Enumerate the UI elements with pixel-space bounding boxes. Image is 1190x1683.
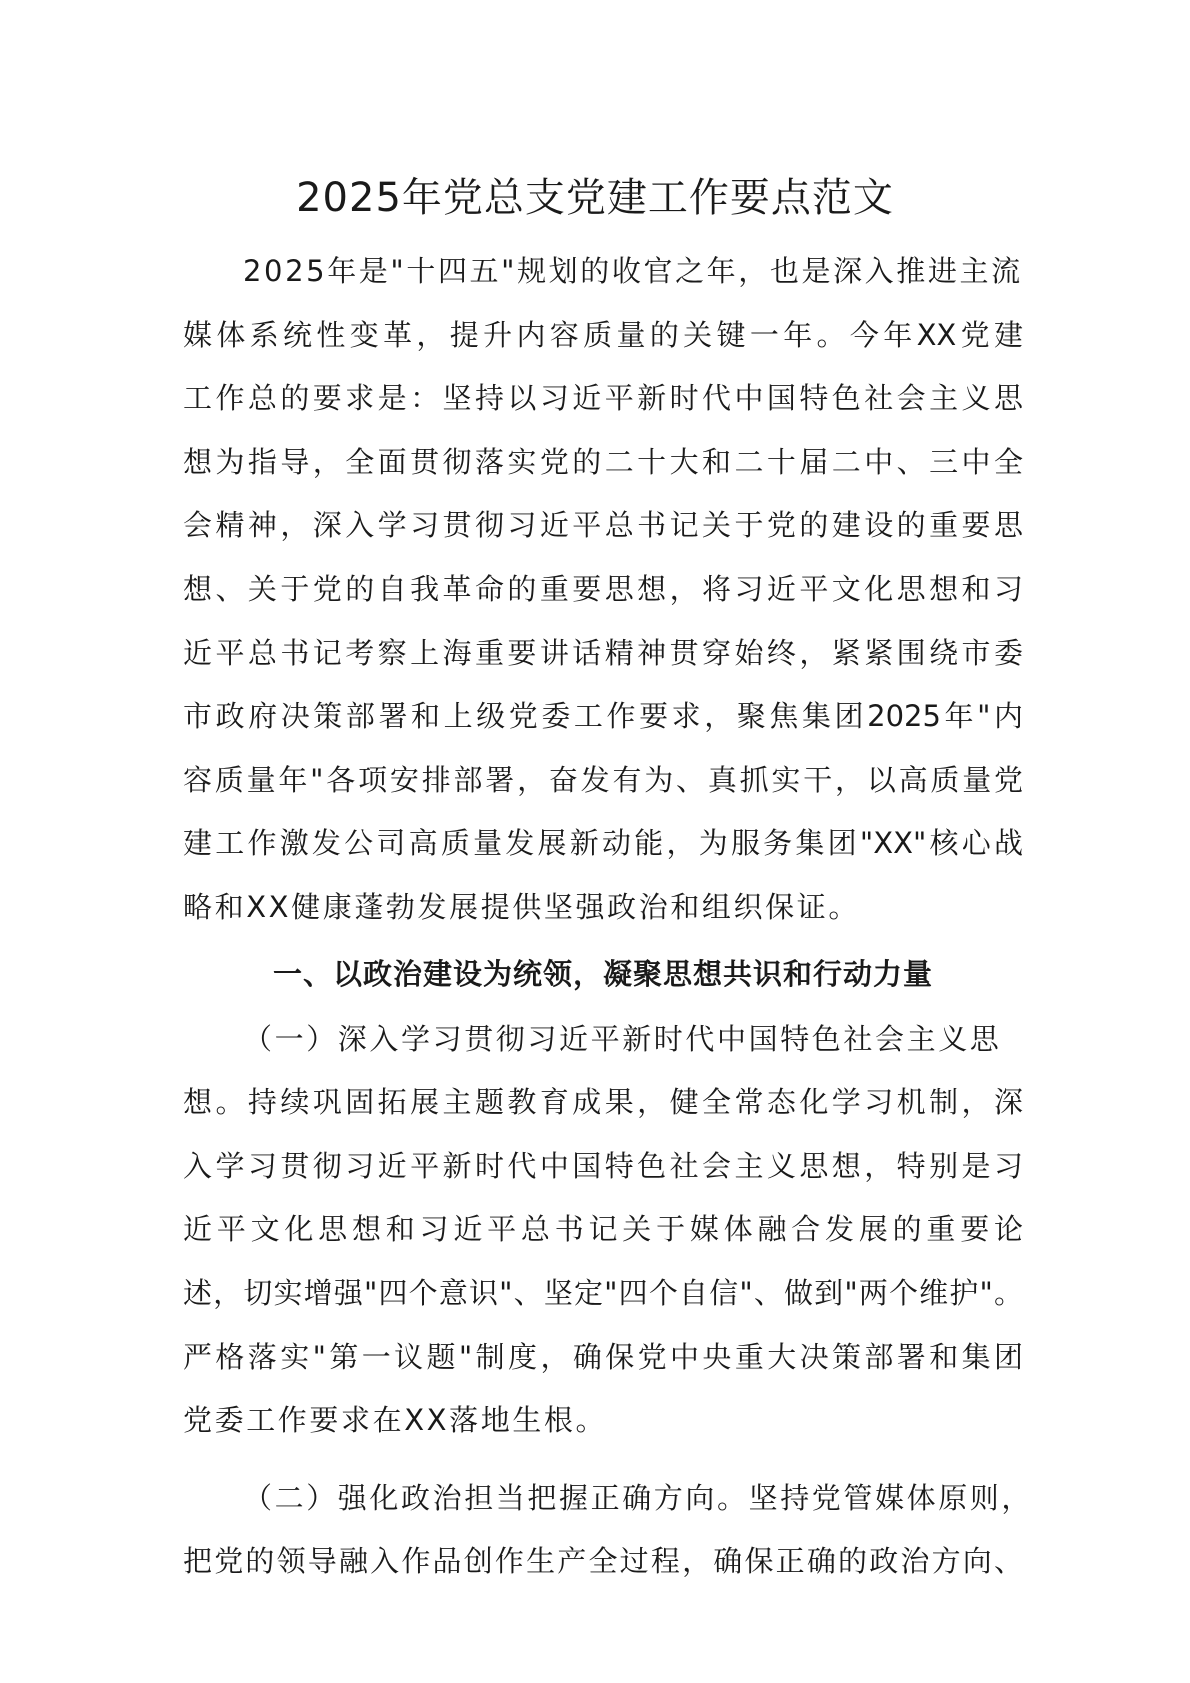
intro-line: 市政府决策部署和上级党委工作要求，聚焦集团2025年"内 — [183, 699, 1023, 734]
item-1-line: 入学习贯彻习近平新时代中国特色社会主义思想，特别是习 — [183, 1148, 1023, 1183]
document-body — [183, 240, 1034, 1594]
item-1-line: （一）深入学习贯彻习近平新时代中国特色社会主义思 — [243, 1021, 1002, 1056]
intro-line: 想为指导，全面贯彻落实党的二十大和二十届二中、三中全 — [183, 444, 1023, 479]
item-2-line: 把党的领导融入作品创作生产全过程，确保正确的政治方向、 — [183, 1544, 1023, 1579]
intro-line: 媒体系统性变革，提升内容质量的关键一年。今年XX党建 — [183, 317, 1023, 352]
intro-line: 近平总书记考察上海重要讲话精神贯穿始终，紧紧围绕市委 — [183, 635, 1023, 670]
intro-line: 容质量年"各项安排部署，奋发有为、真抓实干，以高质量党 — [183, 762, 1023, 797]
item-1-line: 想。持续巩固拓展主题教育成果，健全常态化学习机制，深 — [183, 1085, 1023, 1120]
intro-line: 2025年是"十四五"规划的收官之年，也是深入推进主流 — [243, 254, 1023, 288]
intro-line: 工作总的要求是：坚持以习近平新时代中国特色社会主义思 — [183, 381, 1023, 416]
item-1-line: 严格落实"第一议题"制度，确保党中央重大决策部署和集团 — [183, 1339, 1023, 1374]
intro-line: 建工作激发公司高质量发展新动能，为服务集团"XX"核心战 — [183, 826, 1023, 861]
paragraph-gap — [183, 1453, 1023, 1467]
item-1-line: 近平文化思想和习近平总书记关于媒体融合发展的重要论 — [183, 1212, 1023, 1247]
item-2-line: （二）强化政治担当把握正确方向。坚持党管媒体原则， — [243, 1480, 1034, 1515]
section-heading: 一、以政治建设为统领，凝聚思想共识和行动力量 — [272, 956, 933, 991]
intro-line: 想、关于党的自我革命的重要思想，将习近平文化思想和习 — [183, 571, 1023, 606]
document-title: 2025年党总支党建工作要点范文 — [296, 175, 894, 221]
item-1-line: 党委工作要求在XX落地生根。 — [183, 1403, 608, 1438]
intro-line: 略和XX健康蓬勃发展提供坚强政治和组织保证。 — [183, 889, 860, 924]
item-1-line: 述，切实增强"四个意识"、坚定"四个自信"、做到"两个维护"。 — [183, 1275, 1023, 1310]
intro-line: 会精神，深入学习贯彻习近平总书记关于党的建设的重要思 — [183, 508, 1023, 543]
